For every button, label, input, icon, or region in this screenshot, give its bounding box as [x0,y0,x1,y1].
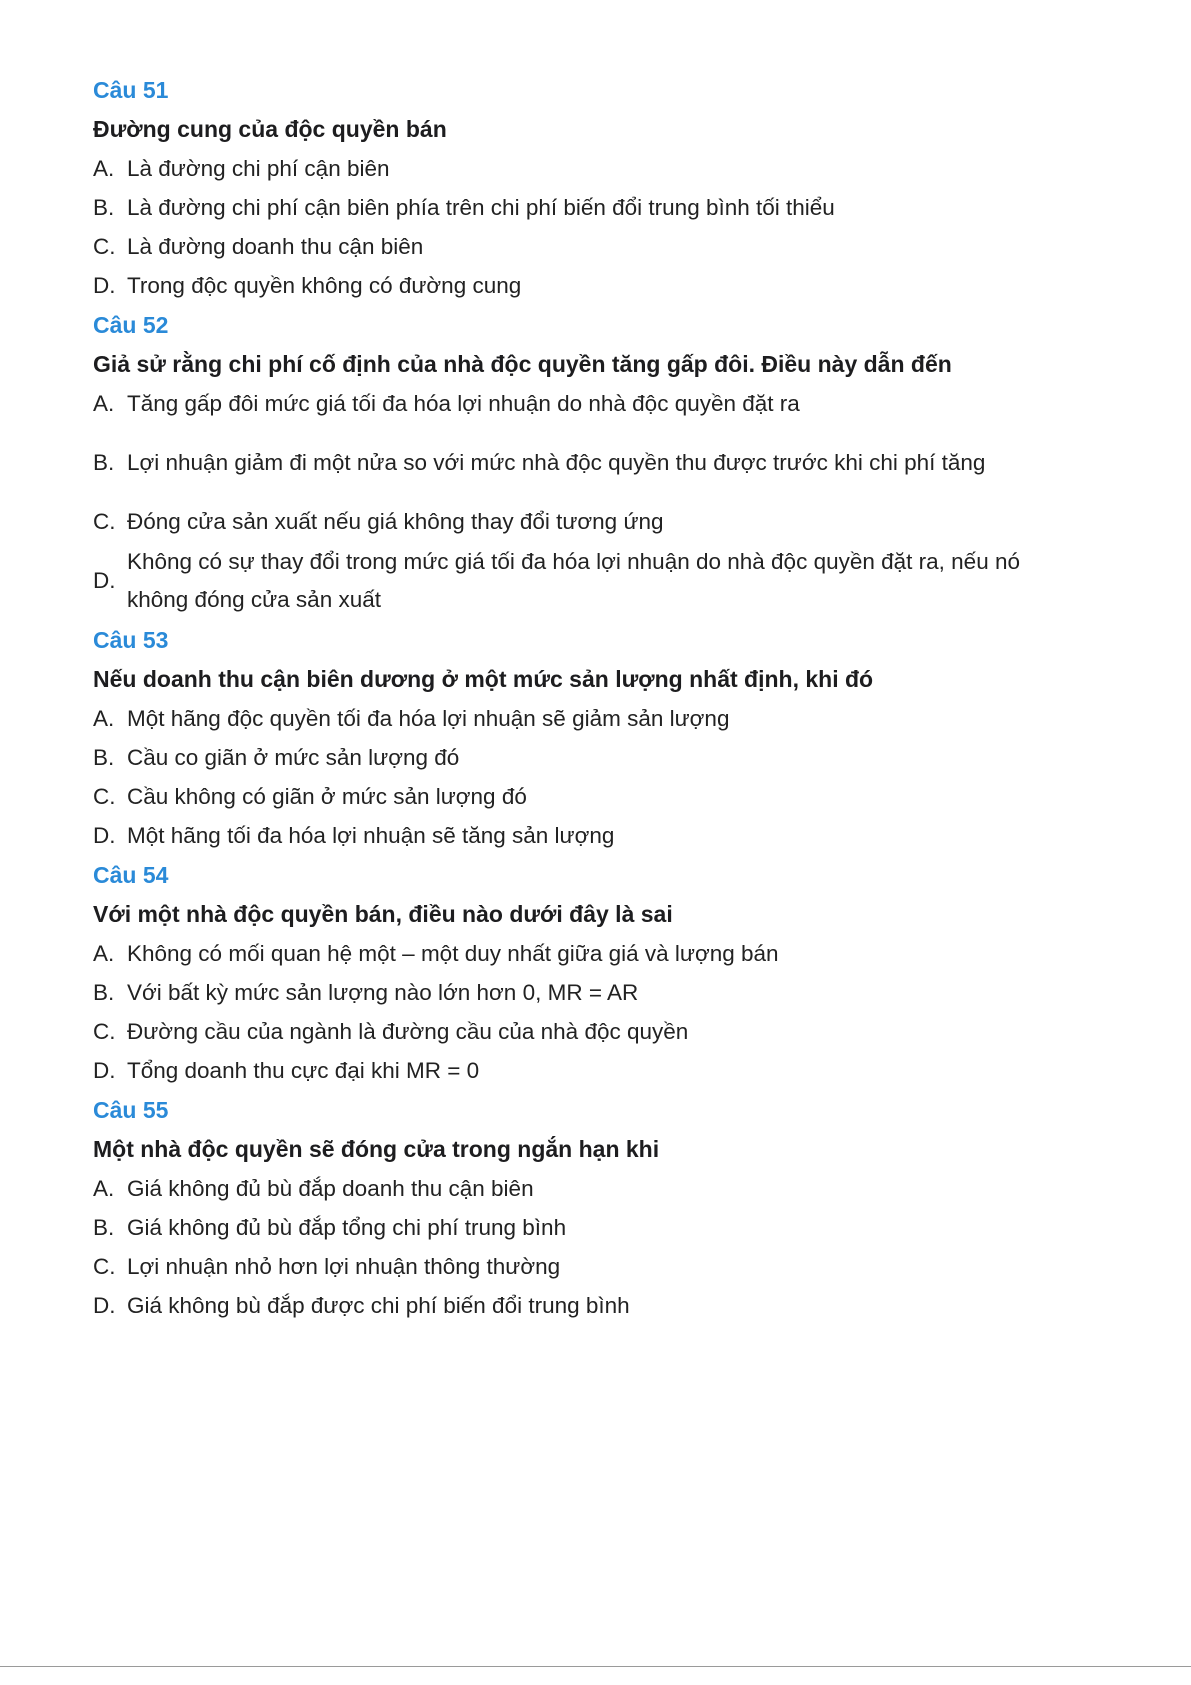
option-text: Đóng cửa sản xuất nếu giá không thay đổi tương ứng [127,509,664,534]
option-text: Tăng gấp đôi mức giá tối đa hóa lợi nhuận do nhà độc quyền đặt ra [127,391,800,416]
option-text: Trong độc quyền không có đường cung [127,273,522,298]
option-c [93,1247,1093,1286]
question-text: Giả sử rằng chi phí cố định của nhà độc quyền tăng gấp đôi. Điều này dẫn đến [93,351,952,377]
option-letter: B. [93,1215,115,1240]
option-letter: A. [93,156,115,181]
question-number: Câu 52 [93,312,169,338]
option-text: Với bất kỳ mức sản lượng nào lớn hơn 0, MR = AR [127,980,639,1005]
option-letter: D. [93,1293,116,1318]
question-text: Đường cung của độc quyền bán [93,116,447,142]
option-c [93,227,1093,266]
option-text: Một hãng độc quyền tối đa hóa lợi nhuận sẽ giảm sản lượng [127,706,730,731]
option-letter: A. [93,706,115,731]
question-text: Một nhà độc quyền sẽ đóng cửa trong ngắn hạn khi [93,1136,660,1162]
option-letter: A. [93,941,115,966]
option-b [93,1208,1093,1247]
option-text: Đường cầu của ngành là đường cầu của nhà độc quyền [127,1019,689,1044]
option-b [93,188,1093,227]
option-text: Không có sự thay đổi trong mức giá tối đa hóa lợi nhuận do nhà độc quyền đặt ra, nếu nó không đóng cửa sản xuất [127,548,1020,612]
question-51 [93,70,1093,305]
option-a [93,699,1093,738]
option-text: Giá không đủ bù đắp doanh thu cận biên [127,1176,534,1201]
page-bottom-margin [0,1677,1191,1685]
option-letter: D. [93,567,116,593]
option-text: Lợi nhuận giảm đi một nửa so với mức nhà độc quyền thu được trước khi chi phí tăng [127,449,986,475]
option-b [93,738,1093,777]
option-text: Cầu không có giãn ở mức sản lượng đó [127,784,527,809]
option-c [93,777,1093,816]
option-a [93,149,1093,188]
option-d [93,1286,1093,1325]
option-a [93,1169,1093,1208]
option-a [93,384,1093,423]
option-letter: C. [93,1019,116,1044]
question-text: Với một nhà độc quyền bán, điều nào dưới đây là sai [93,901,673,927]
option-letter: B. [93,980,115,1005]
option-letter: C. [93,784,116,809]
option-letter: D. [93,1058,116,1083]
option-text: Là đường chi phí cận biên [127,156,390,181]
option-text: Tổng doanh thu cực đại khi MR = 0 [127,1058,480,1083]
option-text: Giá không bù đắp được chi phí biến đổi trung bình [127,1293,630,1318]
question-number: Câu 51 [93,77,169,103]
option-text: Không có mối quan hệ một – một duy nhất giữa giá và lượng bán [127,941,779,966]
option-text: Lợi nhuận nhỏ hơn lợi nhuận thông thường [127,1254,561,1279]
option-text: Giá không đủ bù đắp tổng chi phí trung bình [127,1215,567,1240]
option-c [93,502,1093,541]
question-55 [93,1090,1093,1325]
option-text: Cầu co giãn ở mức sản lượng đó [127,745,460,770]
option-letter: D. [93,823,116,848]
question-text: Nếu doanh thu cận biên dương ở một mức sản lượng nhất định, khi đó [93,666,874,692]
option-text: Là đường doanh thu cận biên [127,234,424,259]
option-letter: C. [93,509,116,534]
option-text: Một hãng tối đa hóa lợi nhuận sẽ tăng sản lượng [127,823,615,848]
option-letter: D. [93,273,116,298]
question-number: Câu 55 [93,1097,169,1123]
question-54 [93,855,1093,1090]
question-number: Câu 54 [93,862,169,888]
option-letter: C. [93,234,116,259]
option-letter: B. [93,449,115,475]
option-c [93,1012,1093,1051]
question-list [93,70,1093,1325]
option-letter: A. [93,1176,115,1201]
question-number: Câu 53 [93,627,169,653]
option-b [93,423,1093,502]
option-letter: B. [93,195,115,220]
question-52 [93,305,1093,620]
page-bottom-divider [0,1666,1191,1667]
option-b [93,973,1093,1012]
option-letter: B. [93,745,115,770]
option-d [93,1051,1093,1090]
option-text: Là đường chi phí cận biên phía trên chi phí biến đổi trung bình tối thiểu [127,195,835,220]
option-d [93,816,1093,855]
option-letter: C. [93,1254,116,1279]
option-d [93,541,1093,620]
question-53 [93,620,1093,855]
option-letter: A. [93,391,115,416]
option-d [93,266,1093,305]
option-a [93,934,1093,973]
